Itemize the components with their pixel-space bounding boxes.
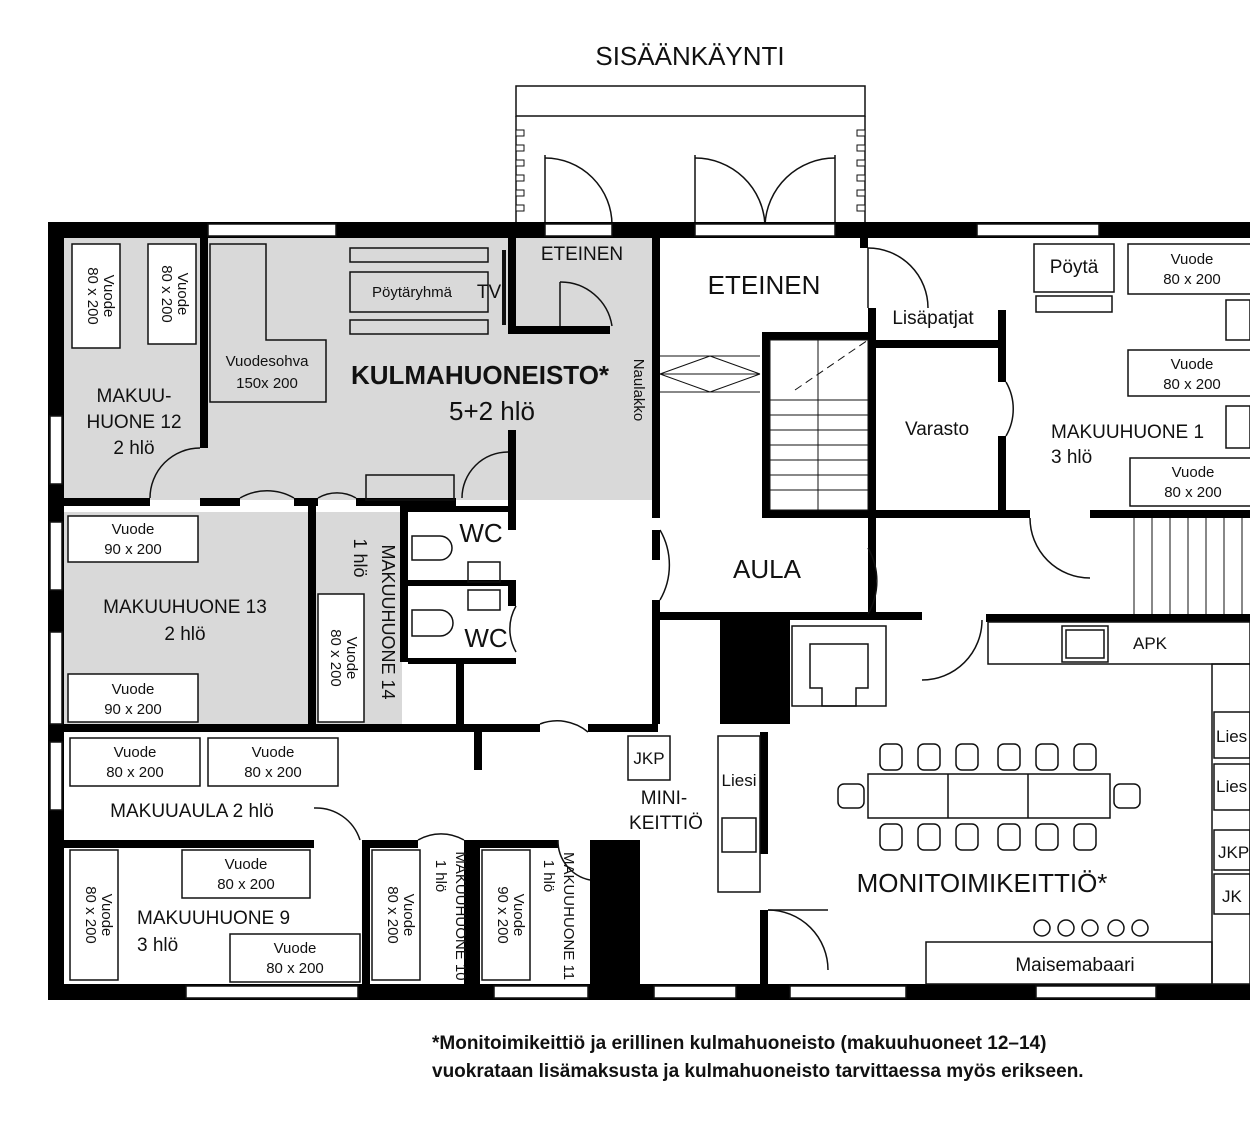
bed-size: 80 x 200 — [384, 886, 401, 944]
bed-label: Vuode — [251, 744, 295, 761]
bed-size: 90 x 200 — [104, 701, 162, 718]
wc1-label: WC — [459, 518, 503, 548]
bed-size: 80 x 200 — [217, 876, 275, 893]
kulma-title: KULMAHUONEISTO* — [350, 360, 610, 390]
vuodesohva-label-2: 150x 200 — [236, 375, 298, 392]
bed-label: Vuode — [113, 744, 157, 761]
bed-size: 90 x 200 — [494, 886, 511, 944]
mh12-label-3: 2 hlö — [113, 438, 155, 459]
bed-label: Vuode — [400, 893, 417, 937]
bed-label: Vuode — [224, 856, 268, 873]
mh9-label-1: MAKUUHUONE 9 — [137, 908, 291, 929]
mh9-label-2: 3 hlö — [137, 935, 179, 956]
liesi-mini-label: Liesi — [721, 771, 757, 790]
kulma-capacity: 5+2 hlö — [448, 396, 536, 426]
bed-label: Vuode — [100, 274, 117, 318]
mh1-label-2: 3 hlö — [1051, 447, 1093, 468]
bed-label: Vuode — [98, 893, 115, 937]
bed-label: Vuode — [111, 521, 155, 538]
eteinen-main-label: ETEINEN — [707, 270, 821, 300]
mh14-label-2: 1 hlö — [350, 538, 370, 578]
footnote-line-1: *Monitoimikeittiö ja erillinen kulmahuoneisto (makuuhuoneet 12–14) — [432, 1033, 1047, 1054]
bed-size: 80 x 200 — [1163, 271, 1221, 288]
poytaryhma-label: Pöytäryhmä — [371, 284, 453, 301]
eteinen-small-label: ETEINEN — [540, 244, 624, 265]
mh14-label-1: MAKUUHUONE 14 — [378, 544, 398, 700]
liesi-right-2: Lies — [1216, 777, 1248, 796]
mh12-label-1: MAKUU- — [96, 386, 172, 407]
bed-size: 90 x 200 — [104, 541, 162, 558]
bed-size: 80 x 200 — [1164, 484, 1222, 501]
bed-size: 80 x 200 — [266, 960, 324, 977]
bed-label: Vuode — [1170, 251, 1214, 268]
bed-size: 80 x 200 — [1163, 376, 1221, 393]
bed-label: Vuode — [174, 272, 191, 316]
canopy-ticks — [516, 130, 865, 211]
mh11-label-2: 1 hlö — [540, 859, 557, 893]
aula-label: AULA — [733, 554, 801, 584]
mh1-label-1: MAKUUHUONE 1 — [1051, 422, 1205, 443]
bed-label: Vuode — [510, 893, 527, 937]
bed-size: 80 x 200 — [82, 886, 99, 944]
tv-label: TV — [476, 282, 502, 303]
poyta-label: Pöytä — [1049, 257, 1099, 278]
bed-size: 80 x 200 — [106, 764, 164, 781]
footnote-line-2: vuokrataan lisämaksusta ja kulmahuoneisto tarvittaessa myös erikseen. — [432, 1061, 1084, 1082]
makuuaula-label: MAKUUAULA 2 hlö — [110, 801, 274, 822]
lisapatjat-label: Lisäpatjat — [892, 308, 974, 329]
bed-label: Vuode — [1170, 356, 1214, 373]
liesi-right-1: Lies — [1216, 727, 1248, 746]
chairs — [838, 744, 1148, 936]
minikeittio-label-2: KEITTIÖ — [629, 813, 703, 834]
apk-label: APK — [1132, 634, 1168, 653]
mh10-label-2: 1 hlö — [432, 859, 449, 893]
wc2-label: WC — [464, 623, 508, 653]
jkp-right: JKP — [1218, 843, 1250, 862]
varasto-label: Varasto — [904, 419, 970, 440]
mh10-label-1: MAKUUHUONE 10 — [452, 851, 469, 981]
monitoimikeittio-label: MONITOIMIKEITTIÖ* — [856, 868, 1108, 898]
mh13-label-1: MAKUUHUONE 13 — [103, 597, 267, 618]
footnote — [432, 1030, 1232, 1086]
mh12-label-2: HUONE 12 — [86, 412, 182, 433]
stairs-right — [1134, 518, 1242, 614]
bed-label: Vuode — [1171, 464, 1215, 481]
entrance-canopy — [516, 86, 865, 225]
bed-size: 80 x 200 — [84, 267, 101, 325]
maisemabaari-label: Maisemabaari — [1015, 955, 1135, 976]
mh13-label-2: 2 hlö — [164, 624, 206, 645]
mh11-label-1: MAKUUHUONE 11 — [560, 851, 577, 981]
entrance-label: SISÄÄNKÄYNTI — [595, 41, 785, 71]
naulakko-label: Naulakko — [630, 358, 647, 422]
minikeittio-label-1: MINI- — [640, 788, 688, 809]
bed-size: 80 x 200 — [327, 629, 344, 687]
jkp-mini-label: JKP — [633, 749, 665, 768]
bed-size: 80 x 200 — [244, 764, 302, 781]
bed-label: Vuode — [111, 681, 155, 698]
bed-label: Vuode — [273, 940, 317, 957]
bed-size: 80 x 200 — [158, 265, 175, 323]
jk-right: JK — [1222, 887, 1242, 906]
bed-label: Vuode — [343, 636, 360, 680]
vuodesohva-label-1: Vuodesohva — [225, 353, 309, 370]
